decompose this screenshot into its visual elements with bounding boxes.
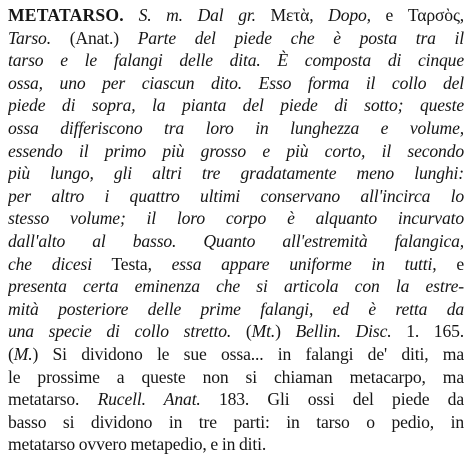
text-run: Rucell. Anat.: [97, 389, 201, 410]
text-run: mità posteriore delle prime falangi, ed è retta da: [8, 298, 464, 319]
entry-line: [8, 433, 464, 456]
text-run: e: [436, 253, 464, 274]
text-run: Mt.: [251, 321, 276, 342]
entry-line: [8, 298, 464, 321]
text-run: (Anat.): [50, 27, 138, 48]
text-run: tarso e le falangi delle dita. È composta di cinque: [8, 50, 464, 71]
entry-line: [8, 72, 464, 95]
entry-line: [8, 140, 464, 163]
entry-line: [8, 253, 464, 276]
text-run: piede di sopra, la pianta del piede di sotto; queste: [8, 95, 464, 116]
text-run: [124, 5, 139, 25]
text-run: dall'alto al basso. Quanto all'estremità falangica,: [8, 230, 464, 251]
text-run: (: [8, 343, 14, 364]
text-run: Parte del piede che è posta tra il: [137, 27, 464, 48]
text-run: più lungo, gli altri tre gradatamente meno lunghi:: [8, 163, 464, 184]
entry-line: [8, 275, 464, 298]
entry-line: [8, 185, 464, 208]
entry-line: [8, 230, 464, 253]
entry-line: [8, 411, 464, 434]
text-run: Bellin. Disc.: [295, 321, 392, 342]
entry-line: [8, 94, 464, 117]
entry-line: [8, 343, 464, 366]
entry-line: [8, 27, 464, 50]
text-run: ) Si dividono le sue ossa... in falangi de' diti, ma: [32, 343, 464, 364]
text-run: le prossime a queste non si chiaman metacarpo, ma: [8, 366, 464, 387]
text-run: Testa,: [91, 253, 172, 274]
entry-line: [8, 320, 464, 343]
text-run: per altro i quattro ultimi conservano all'incirca lo: [8, 185, 464, 206]
text-run: presenta certa eminenza che si articola con la estre-: [8, 276, 464, 297]
text-run: Tarso.: [8, 27, 51, 48]
text-run: metatarso.: [8, 389, 98, 410]
text-run: e Ταρσὸς,: [370, 5, 464, 25]
text-run: (: [231, 321, 252, 342]
text-run: essendo il primo più grosso e più corto, il secondo: [8, 140, 464, 161]
text-run: ossa, uno per ciascun dito. Esso forma il collo del: [8, 72, 464, 93]
entry-line: [8, 49, 464, 72]
text-run: Μετὰ,: [255, 5, 329, 25]
text-run: M.: [13, 343, 33, 364]
text-run: una specie di collo stretto.: [8, 321, 232, 342]
text-run: ossa differiscono tra loro in lunghezza e volume,: [8, 117, 464, 138]
text-run: 1. 165.: [391, 321, 464, 342]
text-run: essa appare uniforme in tutti,: [171, 253, 437, 274]
text-run: 183. Gli ossi del piede da: [200, 389, 464, 410]
text-run: Dopo,: [328, 5, 371, 25]
text-run: ): [275, 321, 296, 342]
text-run: che dicesi: [8, 253, 92, 274]
entry-line: [8, 366, 464, 389]
entry-line: [8, 162, 464, 185]
text-run: basso si dividono in tre parti: in tarso o pedio, in: [8, 411, 464, 432]
headword: METATARSO.: [8, 5, 124, 25]
dictionary-entry-metatarso: [8, 4, 464, 456]
entry-line: [8, 207, 464, 230]
entry-line: [8, 388, 464, 411]
entry-line: [8, 4, 464, 27]
text-run: metatarso ovvero metapedio, e in diti.: [8, 434, 267, 455]
text-run: S. m. Dal gr.: [138, 5, 256, 25]
text-run: stesso volume; il loro corpo è alquanto incurvato: [8, 208, 464, 229]
entry-line: [8, 117, 464, 140]
